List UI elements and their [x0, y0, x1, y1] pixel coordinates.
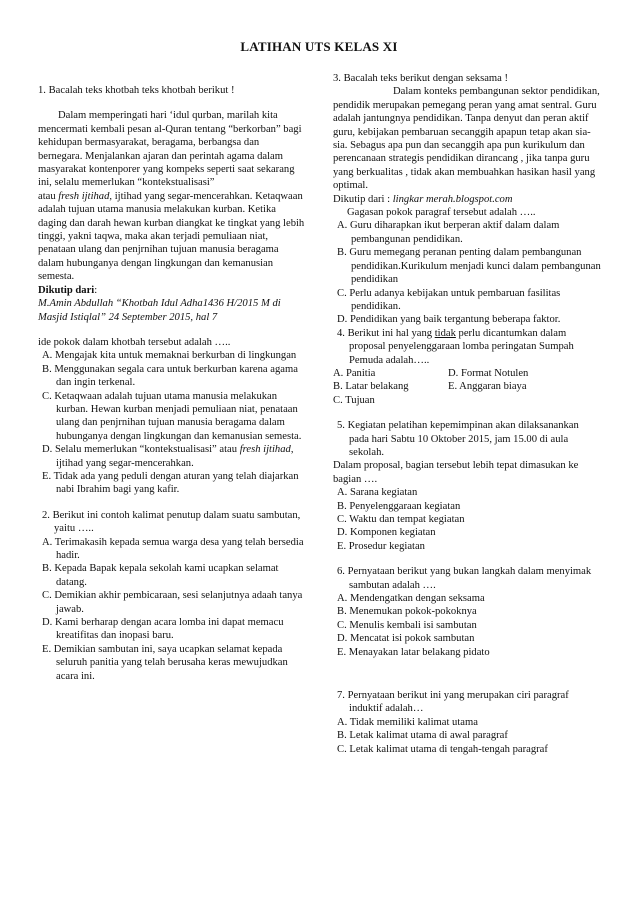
left-column — [38, 72, 306, 683]
right-column — [333, 72, 601, 756]
q4-prompt — [333, 327, 601, 367]
q1-option-e[interactable]: E. Tidak ada yang peduli dengan aturan yang telah diajarkan nabi Ibrahim bagi yang kafir. — [42, 470, 299, 496]
q4-options-row-1 — [333, 367, 601, 380]
q5-option-a[interactable]: A. Sarana kegiatan — [337, 487, 418, 499]
q2-option-c[interactable]: C. Demikian akhir pembicaraan, sesi selanjutnya adaah tanya jawab. — [42, 590, 303, 615]
q1-question: ide pokok dalam khotbah tersebut adalah ….. — [38, 336, 231, 348]
q3-source-italic: lingkar merah.blogspot.com — [392, 193, 513, 205]
q1-passage2-prefix: atau — [38, 190, 59, 202]
q7-option-b[interactable]: B. Letak kalimat utama di awal paragraf — [337, 730, 508, 742]
q5-option-e[interactable]: E. Prosedur kegiatan — [337, 540, 425, 552]
q1-option-d-rest: , ijtihad yang segar-mencerahkan. — [56, 444, 294, 469]
q5-prompt: 5. Kegiatan pelatihan kepemimpinan akan dilaksanankan pada hari Sabtu 10 Oktober 2015, jam 15.00 di aula sekolah. — [337, 420, 579, 458]
q2-option-b[interactable]: B. Kepada Bapak kepala sekolah kami ucapkan selamat datang. — [42, 563, 279, 588]
q3-passage: Dalam konteks pembangunan sektor pendidikan, pendidik merupakan pemegang peran yang amat sentral. Guru adalah jantungnya pendidikan. Tanpa denyut dan peran aktif guru, kebijakan pembaruan secanggih apapun tetap akan sia-sia. Sebagus apa pun dan secanggih apa pun kurikulum dan perencanaan strategis pendidikan dirancang , jika tanpa guru yang berkualitas , tidak akan membuahkan hasikan hasil yang optimal. — [333, 86, 600, 192]
q3-source — [333, 193, 601, 206]
q5-question: Dalam proposal, bagian tersebut lebih tepat dimasukan ke bagian …. — [333, 460, 579, 485]
q7-prompt: 7. Pernyataan berikut ini yang merupakan ciri paragraf induktif adalah… — [337, 690, 569, 715]
q6-option-c[interactable]: C. Menulis kembali isi sambutan — [337, 619, 477, 631]
q1-source-label-line — [38, 284, 306, 297]
q1-option-c[interactable]: C. Ketaqwaan adalah tujuan utama manusia melakukan kurban. Hewan kurban menjadi pemuliaan niat, penataan ulang dan penjrnihan tujuan manusia beragama dalam hubunganya dengan lingkungan dan kemanusian semesta. — [42, 390, 302, 442]
q4-option-c[interactable]: C. Tujuan — [333, 394, 375, 406]
q1-option-a[interactable]: A. Mengajak kita untuk memaknai berkurban di lingkungan — [42, 350, 297, 362]
q3-prompt: 3. Bacalah teks berikut dengan seksama ! — [333, 73, 509, 84]
q1-source-colon: : — [94, 284, 98, 296]
q3-option-c[interactable]: C. Perlu adanya kebijakan untuk pembaruan fasilitas pendidikan. — [337, 287, 561, 312]
q5-option-b[interactable]: B. Penyelenggaraan kegiatan — [337, 500, 461, 512]
q1-source-text: M.Amin Abdullah “Khotbah Idul Adha1436 H/2015 M di Masjid Istiqlal” 24 September 2015, hal 7 — [38, 298, 281, 323]
q4-prompt-prefix: 4. Berikut ini hal yang — [337, 327, 435, 339]
q1-passage: Dalam memperingati hari ‘idul qurban, marilah kita mencermati kembali pesan al-Quran tentang “berkorban” bagi kehidupan bermasyarakat, beragama, berbangsa dan bernegara. Menjalankan ajaran dan perintah agama dalam masyarakat kontenporer yang kompeks seperti saat sekarang ini, selalu memerlukan “kontekstualisasi” — [38, 110, 302, 189]
q5-option-c[interactable]: C. Waktu dan tempat kegiatan — [337, 514, 465, 525]
q4-option-b[interactable]: B. Latar belakang — [333, 381, 409, 393]
q4-options-row-2 — [333, 380, 601, 393]
q1-source — [38, 297, 306, 324]
q6-option-e[interactable]: E. Menayakan latar belakang pidato — [337, 646, 490, 658]
q3-option-b[interactable]: B. Guru memegang peranan penting dalam pembangunan pendidikan.Kurikulum menjadi kunci dalam pembangunan pendidikan — [337, 247, 601, 286]
q4-option-e[interactable]: E. Anggaran biaya — [448, 381, 527, 393]
q3-option-d[interactable]: D. Pendidikan yang baik tergantung beberapa faktor. — [337, 314, 561, 326]
q1-option-d[interactable] — [38, 443, 306, 470]
q1-passage2-rest: , ijtihad yang segar-mencerahkan. Ketaqwaan adalah tujuan utama manusia melakukan kurban. Ketika daging dan darah hewan kurban diangkat ke tingkat yang lebih tinggi, yakni taqwa, maka akan terjadi pemuliaan niat, penataan ulang dan penjrnihan tujuan manusia beragama dalam hubunganya dengan lingkungan dan kemanusian semesta. — [38, 190, 305, 283]
q1-source-label: Dikutip dari — [38, 284, 95, 296]
q4-option-d[interactable]: D. Format Notulen — [448, 367, 529, 379]
q6-option-a[interactable]: A. Mendengatkan dengan seksama — [337, 593, 485, 605]
q3-option-a[interactable]: A. Guru diharapkan ikut berperan aktif dalam dalam pembangunan pendidikan. — [337, 220, 560, 245]
q4-prompt-rest: perlu dicantumkan dalam proposal penyelenggaraan lomba peringatan Sumpah Pemuda adalah….. — [349, 327, 574, 366]
q2-option-d[interactable]: D. Kami berharap dengan acara lomba ini dapat memacu kreatifitas dan inopasi baru. — [42, 617, 284, 642]
q1-prompt: 1. Bacalah teks khotbah teks khotbah berikut ! — [38, 85, 235, 96]
q1-option-d-italic: fresh ijtihad — [239, 444, 291, 456]
q7-option-a[interactable]: A. Tidak memiliki kalimat utama — [337, 716, 478, 728]
q3-question: Gagasan pokok paragraf tersebut adalah ….. — [347, 207, 536, 219]
q4-option-a[interactable]: A. Panitia — [333, 367, 376, 379]
q1-passage-continued — [38, 190, 306, 284]
q2-option-a[interactable]: A. Terimakasih kepada semua warga desa yang telah bersedia hadir. — [42, 536, 304, 561]
q4-prompt-underlined: tidak — [434, 327, 456, 339]
q1-option-d-prefix: D. Selalu memerlukan “kontekstualisasi” atau — [42, 444, 240, 456]
q1-passage2-italic: fresh ijtihad — [58, 190, 110, 202]
q7-option-c[interactable]: C. Letak kalimat utama di tengah-tengah paragraf — [337, 743, 548, 755]
q6-option-b[interactable]: B. Menemukan pokok-pokoknya — [337, 606, 477, 618]
page-title: LATIHAN UTS KELAS XI — [240, 39, 398, 54]
q2-option-e[interactable]: E. Demikian sambutan ini, saya ucapkan selamat kepada seluruh panitia yang telah berusaha keras mewujudkan acara ini. — [42, 643, 288, 682]
q2-prompt: 2. Berikut ini contoh kalimat penutup dalam suatu sambutan, yaitu ….. — [42, 509, 301, 535]
q3-source-prefix: Dikutip dari : — [333, 193, 393, 205]
q6-option-d[interactable]: D. Mencatat isi pokok sambutan — [337, 633, 475, 645]
q6-prompt: 6. Pernyataan berikut yang bukan langkah dalam menyimak sambutan adalah …. — [337, 566, 592, 591]
q5-option-d[interactable]: D. Komponen kegiatan — [337, 527, 436, 539]
q1-option-b[interactable]: B. Menggunakan segala cara untuk berkurban karena agama dan ingin terkenal. — [42, 363, 298, 389]
